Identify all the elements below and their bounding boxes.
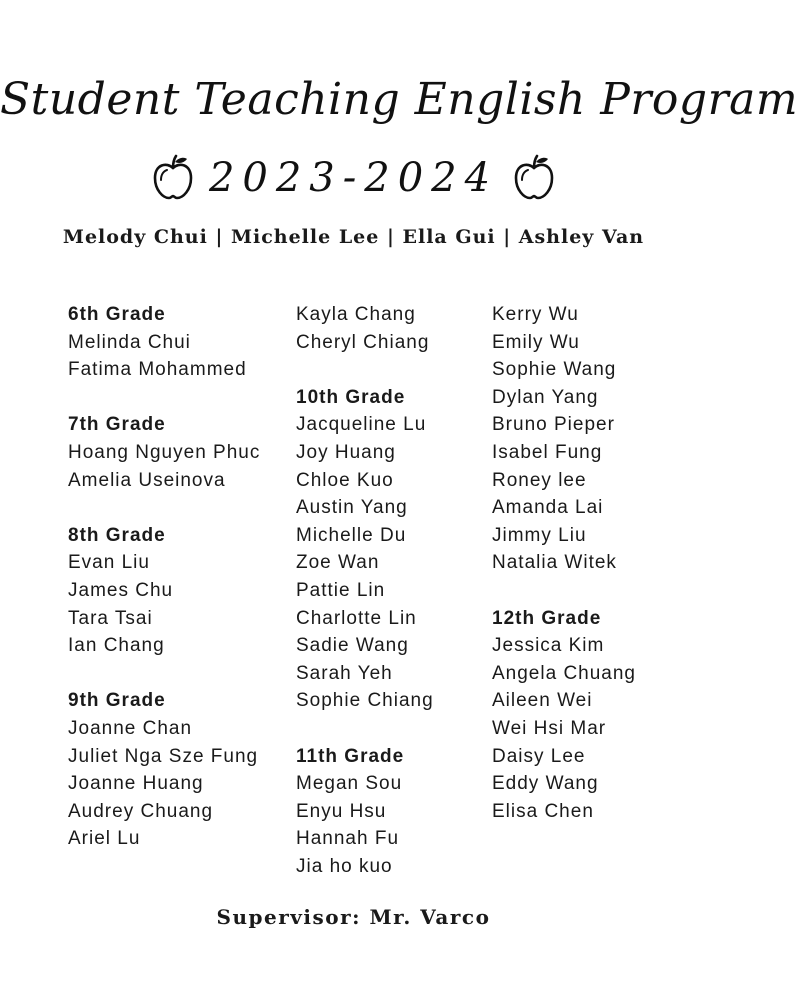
grade-heading: 9th Grade — [68, 690, 166, 712]
grade-heading: 6th Grade — [68, 304, 166, 325]
student-name: Melinda Chui — [68, 331, 191, 353]
student-name: Jessica Kim — [492, 635, 605, 657]
student-name: Isabel Fung — [492, 441, 603, 463]
authors-line: Melody Chui | Michelle Lee | Ella Gui | Ashley Van — [62, 226, 645, 248]
student-name: Kayla Chang — [296, 304, 416, 325]
student-name: Ariel Lu — [68, 828, 141, 850]
roster-column-3 — [492, 301, 692, 825]
student-name: Joy Huang — [296, 441, 396, 463]
program-title: Student Teaching English Program — [0, 74, 798, 125]
student-name: Michelle Du — [296, 524, 407, 546]
school-year: 2023-2024 — [208, 155, 499, 201]
student-name: Amelia Useinova — [68, 469, 226, 491]
student-name: Charlotte Lin — [296, 607, 417, 629]
student-name: Sarah Yeh — [296, 662, 393, 684]
student-name: Hoang Nguyen Phuc — [68, 441, 261, 463]
student-name: Roney lee — [492, 469, 587, 491]
student-name: Sophie Chiang — [296, 690, 434, 712]
student-name: Ian Chang — [68, 635, 165, 657]
student-name: Elisa Chen — [492, 800, 594, 822]
student-name: Daisy Lee — [492, 745, 586, 767]
student-name: James Chu — [68, 579, 174, 601]
grade-heading: 8th Grade — [68, 524, 166, 546]
grade-heading: 10th Grade — [296, 386, 406, 408]
student-name: Chloe Kuo — [296, 469, 394, 491]
student-name: Emily Wu — [492, 331, 580, 353]
student-name: Juliet Nga Sze Fung — [68, 745, 259, 767]
roster-column-2 — [296, 301, 486, 880]
student-name: Megan Sou — [296, 773, 403, 795]
student-name: Aileen Wei — [492, 690, 593, 712]
student-name: Wei Hsi Mar — [492, 717, 607, 739]
student-name: Sophie Wang — [492, 359, 617, 381]
student-name: Bruno Pieper — [492, 414, 615, 436]
student-name: Amanda Lai — [492, 497, 604, 519]
student-name: Cheryl Chiang — [296, 331, 430, 353]
roster-column-1 — [68, 301, 288, 853]
student-name: Austin Yang — [296, 497, 408, 519]
student-name: Angela Chuang — [492, 662, 636, 684]
grade-heading: 12th Grade — [492, 607, 602, 629]
student-name: Evan Liu — [68, 552, 150, 574]
year-row — [0, 148, 707, 208]
grade-heading: 7th Grade — [68, 414, 166, 436]
student-name: Joanne Huang — [68, 773, 204, 795]
student-name: Kerry Wu — [492, 304, 579, 325]
student-name: Zoe Wan — [296, 552, 380, 574]
grade-heading: 11th Grade — [296, 745, 405, 767]
student-name: Jia ho kuo — [296, 855, 393, 877]
student-name: Pattie Lin — [296, 579, 386, 601]
student-name: Tara Tsai — [68, 607, 153, 629]
student-name: Jacqueline Lu — [296, 414, 427, 436]
student-name: Dylan Yang — [492, 386, 599, 408]
apple-icon — [151, 154, 195, 202]
apple-icon — [512, 154, 556, 202]
student-name: Audrey Chuang — [68, 800, 214, 822]
student-name: Jimmy Liu — [492, 524, 587, 546]
student-name: Fatima Mohammed — [68, 359, 247, 381]
student-name: Sadie Wang — [296, 635, 409, 657]
supervisor-line: Supervisor: Mr. Varco — [216, 905, 491, 929]
student-name: Hannah Fu — [296, 828, 400, 850]
student-name: Joanne Chan — [68, 717, 193, 739]
student-name: Enyu Hsu — [296, 800, 387, 822]
student-name: Eddy Wang — [492, 773, 599, 795]
student-name: Natalia Witek — [492, 552, 617, 574]
